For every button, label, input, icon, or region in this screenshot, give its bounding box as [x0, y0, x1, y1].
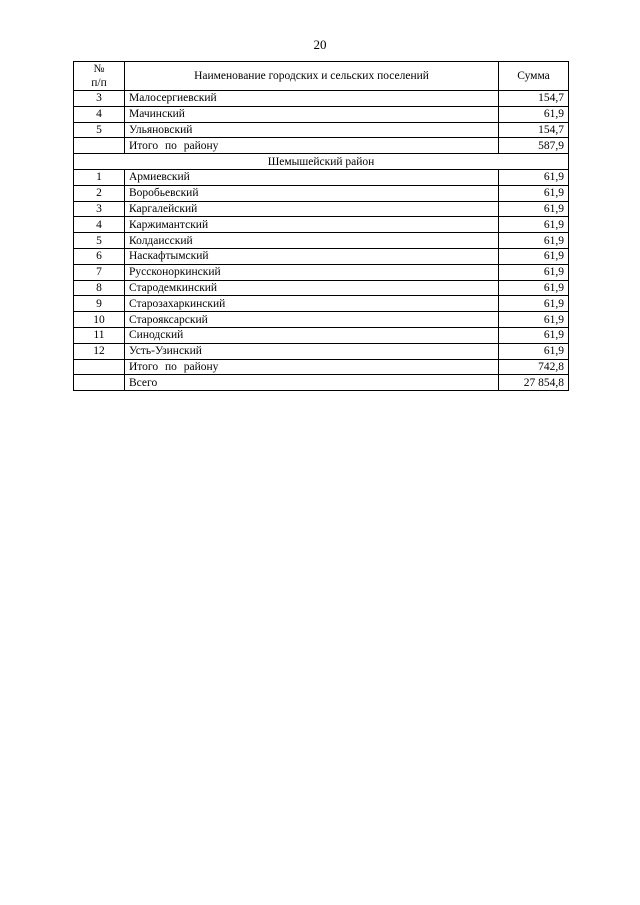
table-row — [74, 264, 569, 280]
row-sum: 61,9 — [499, 264, 569, 280]
district-total-label: Итого по району — [125, 359, 499, 375]
district-total-label: Итого по району — [125, 138, 499, 154]
district-total-sum: 742,8 — [499, 359, 569, 375]
row-name: Мачинский — [125, 106, 499, 122]
row-sum: 61,9 — [499, 106, 569, 122]
row-sum: 61,9 — [499, 312, 569, 328]
row-number: 3 — [74, 91, 125, 107]
row-name: Старозахаркинский — [125, 296, 499, 312]
row-number: 7 — [74, 264, 125, 280]
row-number: 4 — [74, 217, 125, 233]
row-number: 6 — [74, 248, 125, 264]
header-sum: Сумма — [499, 62, 569, 91]
row-sum: 61,9 — [499, 248, 569, 264]
row-name: Усть-Узинский — [125, 343, 499, 359]
row-name: Армиевский — [125, 169, 499, 185]
table-row — [74, 327, 569, 343]
row-number: 5 — [74, 122, 125, 138]
table-row — [74, 233, 569, 249]
row-sum: 154,7 — [499, 122, 569, 138]
table-body — [74, 91, 569, 391]
settlements-table — [73, 61, 569, 391]
header-number-line1: № — [93, 63, 105, 75]
row-name: Старояксарский — [125, 312, 499, 328]
row-name: Стародемкинский — [125, 280, 499, 296]
table-row — [74, 169, 569, 185]
row-name: Руссконоркинский — [125, 264, 499, 280]
district-title-row — [74, 154, 569, 170]
row-sum: 61,9 — [499, 343, 569, 359]
table-row — [74, 296, 569, 312]
district-total-row — [74, 138, 569, 154]
district-title: Шемышейский район — [74, 154, 569, 170]
row-sum: 61,9 — [499, 280, 569, 296]
table-row — [74, 312, 569, 328]
row-name: Каржимантский — [125, 217, 499, 233]
row-number: 1 — [74, 169, 125, 185]
grand-total-row — [74, 375, 569, 391]
row-name: Каргалейский — [125, 201, 499, 217]
row-sum: 61,9 — [499, 217, 569, 233]
row-sum: 61,9 — [499, 201, 569, 217]
table-row — [74, 248, 569, 264]
row-number: 10 — [74, 312, 125, 328]
header-number-line2: п/п — [91, 77, 107, 89]
table-row — [74, 343, 569, 359]
row-number: 5 — [74, 233, 125, 249]
row-number: 8 — [74, 280, 125, 296]
row-number: 9 — [74, 296, 125, 312]
row-sum: 61,9 — [499, 169, 569, 185]
row-number: 3 — [74, 201, 125, 217]
row-number: 4 — [74, 106, 125, 122]
row-name: Ульяновский — [125, 122, 499, 138]
total-number-empty — [74, 359, 125, 375]
row-name: Малосергиевский — [125, 91, 499, 107]
grand-total-sum: 27 854,8 — [499, 375, 569, 391]
row-number: 11 — [74, 327, 125, 343]
row-name: Колдаисский — [125, 233, 499, 249]
row-name: Синодский — [125, 327, 499, 343]
page-number: 20 — [313, 37, 327, 52]
row-sum: 61,9 — [499, 296, 569, 312]
district-total-sum: 587,9 — [499, 138, 569, 154]
grand-total-number-empty — [74, 375, 125, 391]
table-header-row — [74, 62, 569, 91]
row-sum: 154,7 — [499, 91, 569, 107]
table-row — [74, 91, 569, 107]
row-number: 2 — [74, 185, 125, 201]
table-row — [74, 185, 569, 201]
row-sum: 61,9 — [499, 327, 569, 343]
table-row — [74, 201, 569, 217]
table-row — [74, 106, 569, 122]
table-row — [74, 122, 569, 138]
row-number: 12 — [74, 343, 125, 359]
table-row — [74, 217, 569, 233]
grand-total-label: Всего — [125, 375, 499, 391]
row-sum: 61,9 — [499, 185, 569, 201]
row-name: Воробьевский — [125, 185, 499, 201]
district-total-row — [74, 359, 569, 375]
total-number-empty — [74, 138, 125, 154]
row-name: Наскафтымский — [125, 248, 499, 264]
table-row — [74, 280, 569, 296]
header-name: Наименование городских и сельских поселений — [125, 62, 499, 91]
header-number — [74, 62, 125, 91]
row-sum: 61,9 — [499, 233, 569, 249]
